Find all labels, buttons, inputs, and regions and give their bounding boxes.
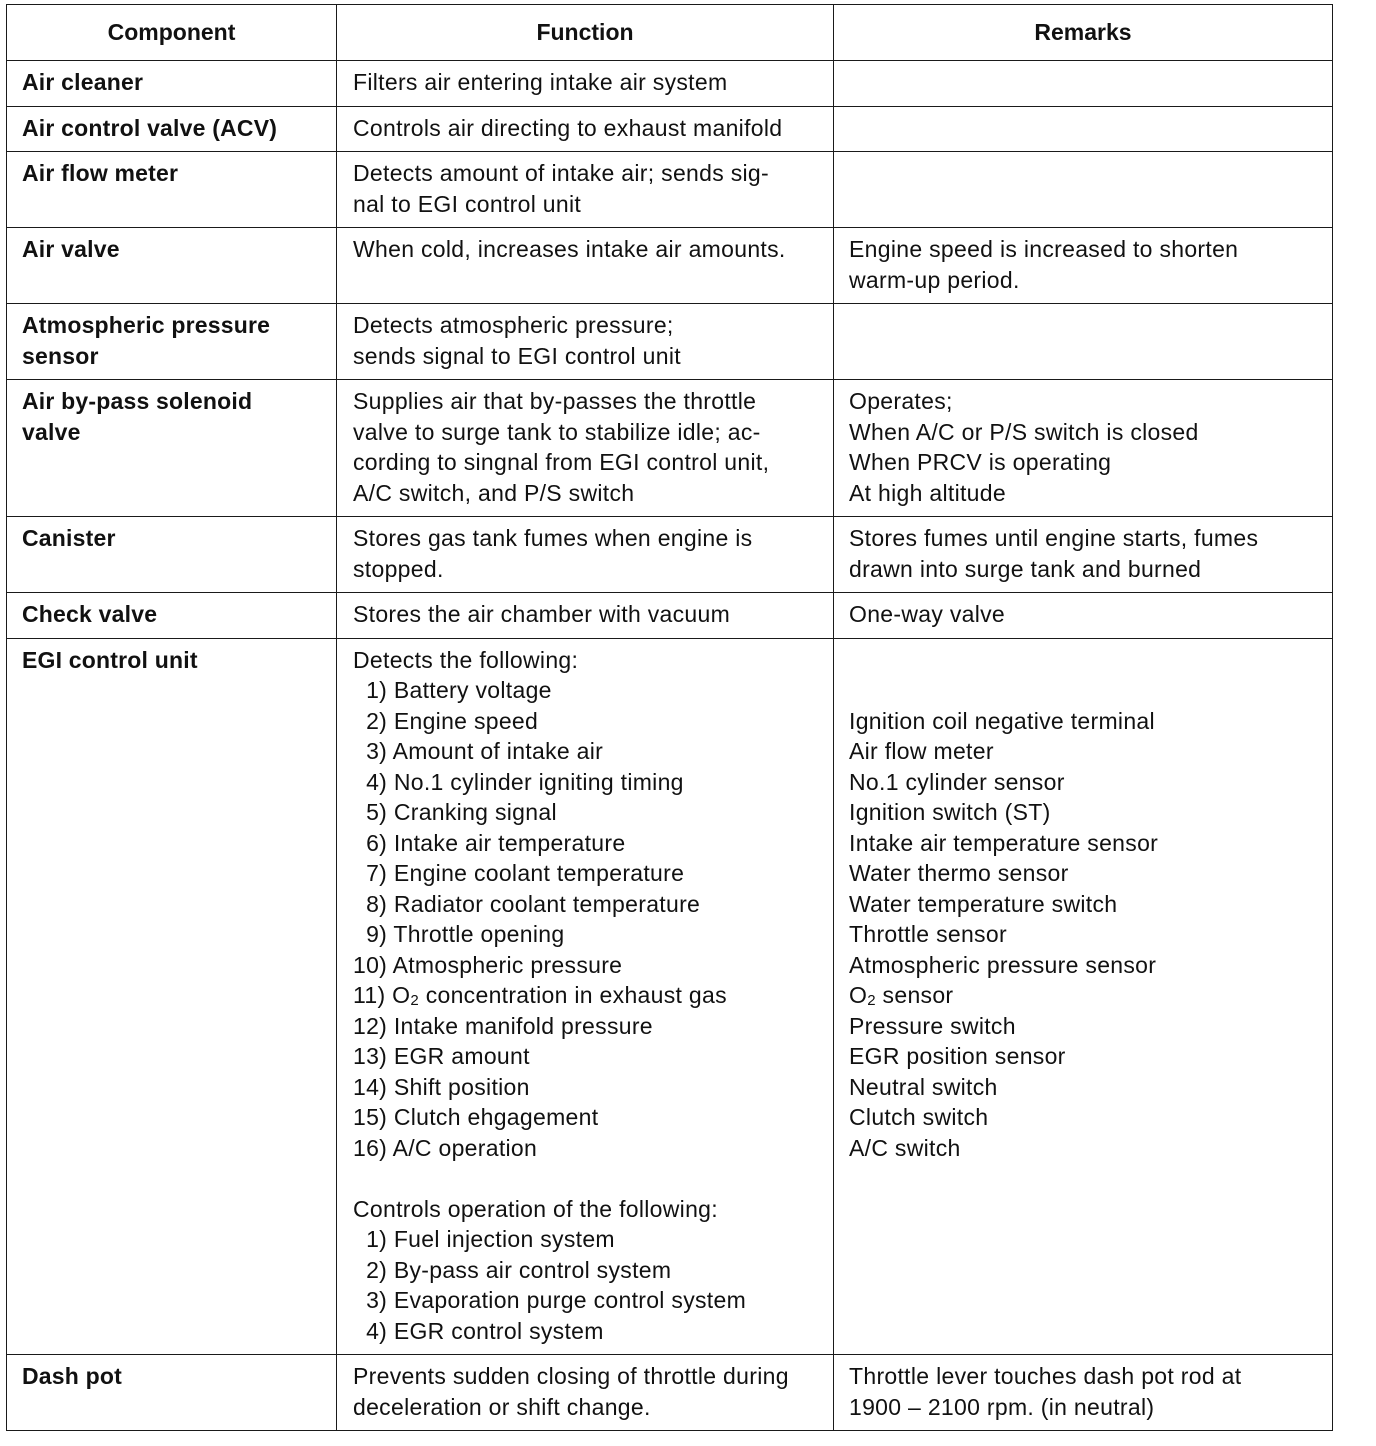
component-cell	[7, 1355, 337, 1431]
function-text: Stores the air chamber with vacuum	[353, 601, 731, 627]
table-row	[7, 61, 1333, 107]
function-cell	[337, 304, 834, 380]
component-text: Air control valve (ACV)	[22, 114, 278, 141]
detects-item: 11) $O_2$ concentration in exhaust gas	[353, 982, 727, 1009]
component-cell	[7, 152, 337, 228]
remarks-text: Engine speed is increased to shorten	[849, 236, 1239, 262]
remarks-cell	[834, 106, 1333, 152]
function-text: sends signal to EGI control unit	[353, 342, 681, 369]
remarks-text: Stores fumes until engine starts, fumes	[849, 525, 1259, 551]
function-cell	[337, 106, 834, 152]
detects-item: 1) Battery voltage	[353, 677, 552, 703]
component-cell	[7, 593, 337, 639]
table-row	[7, 106, 1333, 152]
table-row	[7, 380, 1333, 517]
spacer	[849, 675, 1322, 706]
header-component: Component	[7, 5, 337, 61]
function-text: stopped.	[353, 555, 444, 582]
component-text: sensor	[22, 342, 99, 369]
detects-heading: Detects the following:	[353, 646, 579, 673]
function-cell	[337, 1355, 834, 1431]
component-text: Atmospheric pressure	[22, 312, 271, 338]
remarks-text: When PRCV is operating	[849, 449, 1112, 475]
sensor-remark: No.1 cylinder sensor	[849, 768, 1065, 795]
detects-item: 7) Engine coolant temperature	[353, 860, 685, 886]
sensor-remark: Ignition coil negative terminal	[849, 707, 1155, 734]
sensor-remark: A/C switch	[849, 1134, 961, 1161]
detects-item: 3) Amount of intake air	[353, 738, 604, 764]
function-cell	[337, 380, 834, 517]
function-text: Prevents sudden closing of throttle during	[353, 1363, 789, 1389]
detects-item: 10) Atmospheric pressure	[353, 951, 623, 978]
component-text: Canister	[22, 525, 116, 551]
remarks-cell	[834, 152, 1333, 228]
table-row	[7, 304, 1333, 380]
function-text: deceleration or shift change.	[353, 1393, 651, 1420]
function-cell	[337, 593, 834, 639]
component-text: Air cleaner	[22, 69, 144, 95]
function-cell	[337, 638, 834, 1355]
detects-item: 9) Throttle opening	[353, 921, 565, 947]
controls-heading: Controls operation of the following:	[353, 1195, 718, 1222]
detects-item: 14) Shift position	[353, 1073, 530, 1100]
remarks-text: Operates;	[849, 388, 953, 414]
function-text: When cold, increases intake air amounts.	[353, 236, 786, 262]
header-function: Function	[337, 5, 834, 61]
component-cell	[7, 380, 337, 517]
sensor-remark: Throttle sensor	[849, 921, 1007, 947]
header-remarks: Remarks	[834, 5, 1333, 61]
function-text: Supplies air that by-passes the throttle	[353, 388, 757, 414]
remarks-cell	[834, 517, 1333, 593]
sensor-remark: Clutch switch	[849, 1104, 989, 1130]
controls-item: 2) By-pass air control system	[353, 1256, 672, 1283]
remarks-cell	[834, 638, 1333, 1355]
remarks-cell	[834, 228, 1333, 304]
function-text: A/C switch, and P/S switch	[353, 479, 635, 506]
component-cell	[7, 304, 337, 380]
detects-item: 6) Intake air temperature	[353, 829, 626, 856]
header-row	[7, 5, 1333, 61]
remarks-cell	[834, 593, 1333, 639]
detects-item: 15) Clutch ehgagement	[353, 1104, 599, 1130]
table-row	[7, 517, 1333, 593]
controls-item: 3) Evaporation purge control system	[353, 1287, 747, 1313]
component-text: Air by-pass solenoid	[22, 388, 253, 414]
remarks-text: When A/C or P/S switch is closed	[849, 418, 1199, 445]
remarks-text: drawn into surge tank and burned	[849, 555, 1202, 582]
sensor-remark: Air flow meter	[849, 738, 994, 764]
function-text: Filters air entering intake air system	[353, 69, 728, 95]
component-text: Dash pot	[22, 1363, 122, 1389]
component-table	[6, 4, 1333, 1431]
controls-item: 1) Fuel injection system	[353, 1226, 615, 1252]
remarks-cell	[834, 304, 1333, 380]
remarks-text: One-way valve	[849, 601, 1006, 627]
function-text: nal to EGI control unit	[353, 190, 582, 217]
table-row	[7, 228, 1333, 304]
table-body	[7, 61, 1333, 1431]
function-text: Detects atmospheric pressure;	[353, 312, 674, 338]
remarks-text: 1900 – 2100 rpm. (in neutral)	[849, 1393, 1155, 1420]
table-row-egi-control-unit	[7, 638, 1333, 1355]
component-text: EGI control unit	[22, 646, 198, 673]
detects-item: 2) Engine speed	[353, 707, 539, 734]
function-cell	[337, 61, 834, 107]
remarks-text: At high altitude	[849, 479, 1006, 506]
spacer	[353, 1163, 823, 1194]
detects-item: 5) Cranking signal	[353, 799, 557, 825]
function-text: valve to surge tank to stabilize idle; ac-	[353, 418, 761, 445]
remarks-text: warm-up period.	[849, 266, 1020, 293]
spec-page	[6, 4, 1332, 1431]
component-cell	[7, 638, 337, 1355]
detects-item: 13) EGR amount	[353, 1043, 530, 1069]
component-cell	[7, 61, 337, 107]
sensor-remark: Atmospheric pressure sensor	[849, 951, 1157, 978]
table-row	[7, 152, 1333, 228]
function-text: Stores gas tank fumes when engine is	[353, 525, 753, 551]
controls-item: 4) EGR control system	[353, 1317, 604, 1344]
table-row	[7, 1355, 1333, 1431]
sensor-remark: Ignition switch (ST)	[849, 799, 1051, 825]
sensor-remark: Neutral switch	[849, 1073, 998, 1100]
detects-item: 4) No.1 cylinder igniting timing	[353, 768, 684, 795]
remarks-cell	[834, 1355, 1333, 1431]
spacer	[849, 645, 1322, 676]
function-text: Detects amount of intake air; sends sig-	[353, 160, 769, 186]
table-row	[7, 593, 1333, 639]
component-text: valve	[22, 418, 81, 445]
component-text: Check valve	[22, 601, 158, 627]
component-cell	[7, 228, 337, 304]
sensor-remark: $O_2$ sensor	[849, 982, 954, 1009]
function-cell	[337, 228, 834, 304]
remarks-text: Throttle lever touches dash pot rod at	[849, 1363, 1242, 1389]
function-cell	[337, 517, 834, 593]
component-cell	[7, 106, 337, 152]
sensor-remark: EGR position sensor	[849, 1043, 1066, 1069]
remarks-cell	[834, 380, 1333, 517]
sensor-remark: Intake air temperature sensor	[849, 829, 1159, 856]
component-text: Air flow meter	[22, 160, 179, 186]
detects-item: 12) Intake manifold pressure	[353, 1012, 653, 1039]
component-cell	[7, 517, 337, 593]
sensor-remark: Water thermo sensor	[849, 860, 1069, 886]
function-text: Controls air directing to exhaust manifold	[353, 114, 783, 141]
detects-item: 8) Radiator coolant temperature	[353, 890, 701, 917]
sensor-remark: Water temperature switch	[849, 890, 1118, 917]
function-cell	[337, 152, 834, 228]
component-text: Air valve	[22, 236, 120, 262]
function-text: cording to singnal from EGI control unit,	[353, 449, 770, 475]
sensor-remark: Pressure switch	[849, 1012, 1016, 1039]
remarks-cell	[834, 61, 1333, 107]
detects-item: 16) A/C operation	[353, 1134, 538, 1161]
